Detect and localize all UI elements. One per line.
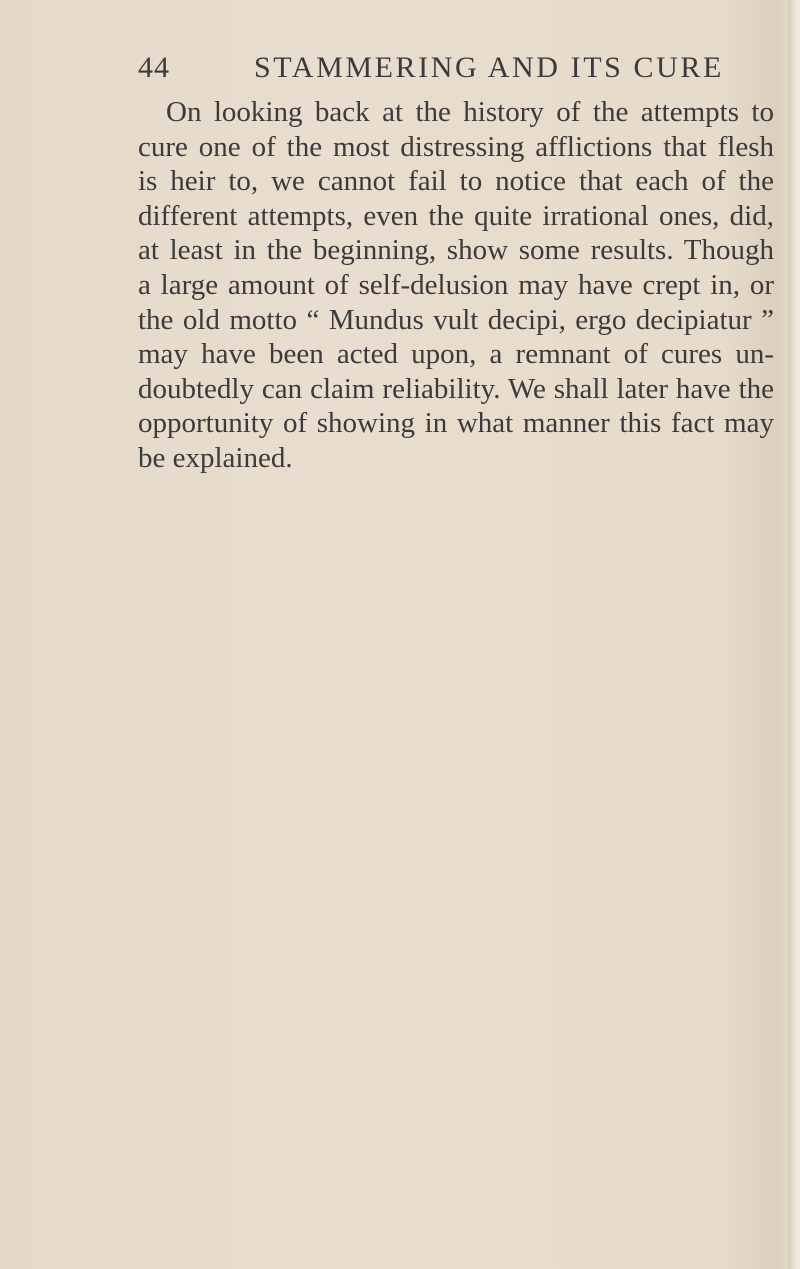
running-title: STAMMERING AND ITS CURE [254,51,724,84]
text-line: On looking back at the history of the attempts to [166,96,774,128]
text-line: a large amount of self-delusion may have crept in, or [138,268,774,301]
text-line: may have been acted upon, a remnant of cures un- [138,338,774,371]
text-line: different attempts, even the quite irrational ones, did, [138,199,774,232]
text-line: opportunity of showing in what manner this fact may [138,407,774,440]
text-line: at least in the beginning, show some results. Though [138,234,774,267]
text-line: the old motto “ Mundus vult decipi, ergo decipiatur ” [138,303,774,336]
body-paragraph [138,95,774,476]
page-number: 44 [138,51,170,84]
text-line: doubtedly can claim reliability. We shall later have the [138,372,774,405]
text-line: is heir to, we cannot fail to notice that each of the [138,165,774,198]
text-line: cure one of the most distressing afflictions that flesh [138,130,774,163]
page-header [138,49,778,89]
text-line: be explained. [138,441,293,474]
page-edge [788,0,800,1269]
